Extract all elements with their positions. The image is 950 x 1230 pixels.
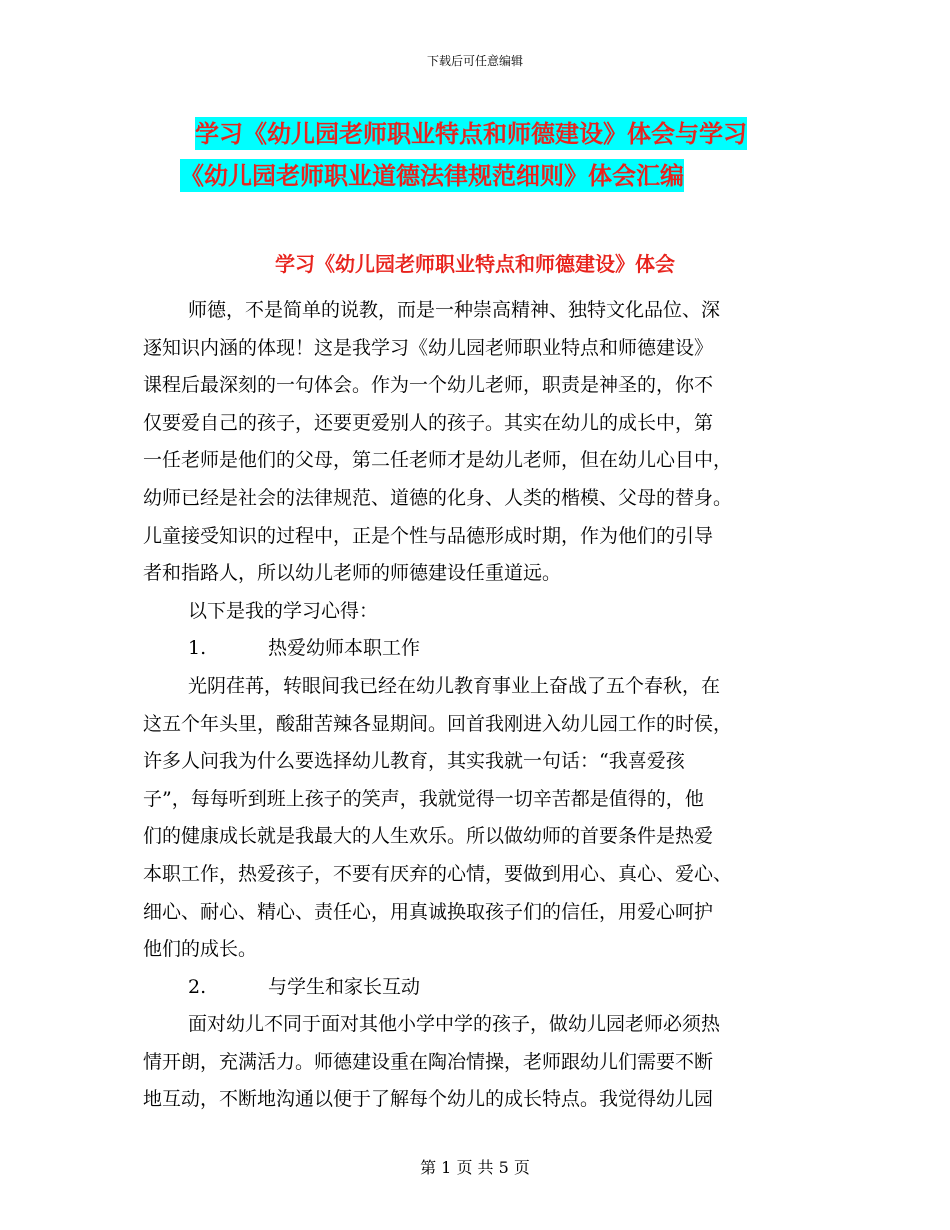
paragraph-line: 课程后最深刻的一句体会。作为一个幼儿老师，职责是神圣的，你不 xyxy=(143,374,714,397)
page-footer: 第 1 页 共 5 页 xyxy=(420,1158,530,1177)
title-highlight-2: 《幼儿园老师职业道德法律规范细则》体会汇编 xyxy=(180,161,684,190)
page-header: 下载后可任意编辑 xyxy=(426,54,523,68)
list-item-number: 1. xyxy=(188,637,207,660)
paragraph-line: 情开朗，充满活力。师德建设重在陶冶情操，老师跟幼儿们需要不断 xyxy=(143,1050,714,1073)
title-highlight-1: 学习《幼儿园老师职业特点和师德建设》体会与学习 xyxy=(195,119,747,148)
list-item-number: 2. xyxy=(188,975,207,998)
list-item-1 xyxy=(143,630,807,668)
paragraph-line: 光阴荏苒，转眼间我已经在幼儿教育事业上奋战了五个春秋，在 xyxy=(188,674,721,697)
paragraph-line: 者和指路人，所以幼儿老师的师德建设任重道远。 xyxy=(143,562,562,585)
body-text xyxy=(143,292,807,1119)
paragraph-line: 一任老师是他们的父母，第二任老师才是幼儿老师，但在幼儿心目中， xyxy=(143,449,733,472)
paragraph-line: 子”，每每听到班上孩子的笑声，我就觉得一切辛苦都是值得的，他 xyxy=(143,787,704,810)
list-item-text: 与学生和家长互动 xyxy=(268,975,421,998)
document-title-line-1 xyxy=(195,114,835,149)
paragraph-line: 幼师已经是社会的法律规范、道德的化身、人类的楷模、父母的替身。 xyxy=(143,486,733,509)
section-title: 学习《幼儿园老师职业特点和师德建设》体会 xyxy=(275,252,675,276)
paragraph-line: 面对幼儿不同于面对其他小学中学的孩子，做幼儿园老师必须热 xyxy=(188,1013,721,1036)
list-item-2 xyxy=(143,969,807,1007)
list-item-text: 热爱幼师本职工作 xyxy=(268,637,421,660)
paragraph-line: 细心、耐心、精心、责任心，用真诚换取孩子们的信任，用爱心呵护 xyxy=(143,900,714,923)
paragraph-line: 仅要爱自己的孩子，还要更爱别人的孩子。其实在幼儿的成长中，第 xyxy=(143,411,714,434)
paragraph-line: 地互动，不断地沟通以便于了解每个幼儿的成长特点。我觉得幼儿园 xyxy=(143,1088,714,1111)
paragraph-line: 儿童接受知识的过程中，正是个性与品德形成时期，作为他们的引导 xyxy=(143,524,714,547)
paragraph-line: 以下是我的学习心得： xyxy=(188,599,379,622)
paragraph-line: 许多人问我为什么要选择幼儿教育，其实我就一句话：“我喜爱孩 xyxy=(143,750,685,773)
paragraph-line: 们的健康成长就是我最大的人生欢乐。所以做幼师的首要条件是热爱 xyxy=(143,825,714,848)
paragraph-line: 这五个年头里，酸甜苦辣各显期间。回首我刚进入幼儿园工作的时侯， xyxy=(143,712,733,735)
paragraph-line: 本职工作，热爱孩子，不要有厌弃的心情，要做到用心、真心、爱心、 xyxy=(143,862,733,885)
paragraph-line: 他们的成长。 xyxy=(143,938,258,961)
document-title-line-2 xyxy=(180,156,820,191)
paragraph-line: 师德，不是简单的说教，而是一种崇高精神、独特文化品位、深 xyxy=(188,299,721,321)
paragraph-line: 逐知识内涵的体现！这是我学习《幼儿园老师职业特点和师德建设》 xyxy=(143,336,714,359)
